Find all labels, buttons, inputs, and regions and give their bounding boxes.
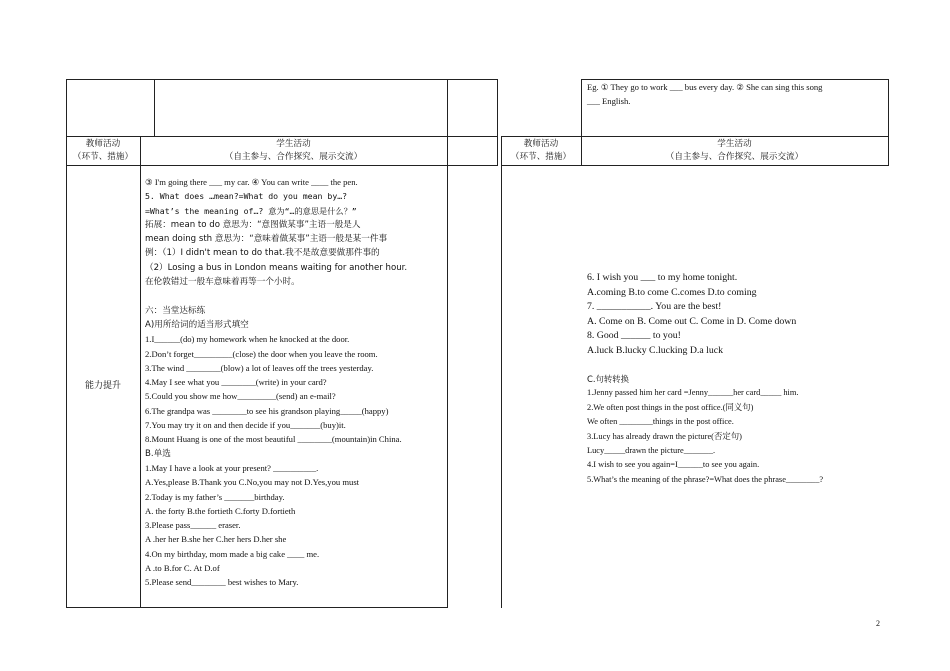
left-line: 六：当堂达标练 [145,305,206,316]
right-choice-questions [587,271,796,359]
left-line: 1.I______(do) my homework when he knocked at the door. [145,334,350,345]
left-line: A.Yes,please B.Thank you C.No,you may not D.Yes,you must [145,477,360,488]
transform-item: We often ________things in the post office. [587,417,734,427]
left-line: 2.Today is my father’s _______birthday. [145,491,285,502]
left-line: 例：（1）I didn't mean to do that.我不是故意要做那件事的 [145,248,380,259]
left-line: 8.Mount Huang is one of the most beautiful ________(mountain)in China. [145,434,402,445]
left-line: ③ I'm going there ___ my car. ④ You can write ____ the pen. [145,177,358,187]
page-number: 2 [876,619,880,628]
transform-title: C.句转转换 [587,374,630,384]
right-sentence-transform [587,372,823,487]
header-top-line-right [501,136,888,137]
transform-item: 3.Lucy has already drawn the picture(否定句) [587,431,742,441]
left-student-header-sub: （自主参与、合作探究、展示交流） [224,152,363,162]
right-student-header-title: 学生活动 [717,139,752,149]
left-teacher-header [66,138,140,164]
right-question-8: 8. Good ______ to you! [587,330,681,342]
label-column-divider [140,136,141,608]
left-line: 6.The grandpa was ________to see his grandson playing_____(happy) [145,405,389,416]
header-bottom-line-left [66,165,497,166]
table-right-border [888,79,889,166]
left-line: 5. What does …mean?=What do you mean by…? [145,191,348,202]
left-line: （2）Losing a bus in London means waiting for another hour. [145,262,408,273]
transform-item: 5.What’s the meaning of the phrase?=What does the phrase________? [587,474,824,484]
header-bottom-line-right [501,165,888,166]
right-student-header-sub: （自主参与、合作探究、展示交流） [665,152,804,162]
left-teacher-header-sub: （环节、措施） [72,152,134,162]
right-question-7: 7. ___________. You are the best! [587,301,722,313]
left-line [145,289,445,303]
left-line: A .to B.for C. At D.of [145,563,220,574]
left-line: 在伦敦错过一般车意味着再等一个小时。 [145,277,300,288]
right-section-left-border [501,136,502,608]
left-line: 5.Please send________ best wishes to Mary. [145,577,299,588]
left-line: 4.On my birthday, mom made a big cake ____ me. [145,548,320,559]
row-label: 能力提升 [84,381,121,391]
top-row-divider [154,79,155,137]
transform-item: 4.I wish to see you again=I______to see you again. [587,460,760,470]
right-teacher-header-title: 教师活动 [523,139,559,149]
left-student-header [140,138,447,164]
header-top-line-left [66,136,497,137]
left-line: B.单选 [145,448,171,459]
left-line: 4.May I see what you ________(write) in your card? [145,377,327,388]
left-line: =What’s the meaning of…? 意为“…的意思是什么？” [145,205,357,216]
left-line: 2.Don’t forget_________(close) the door when you leave the room. [145,348,378,359]
left-student-content [145,175,445,590]
right-student-header [581,138,888,164]
left-student-header-title: 学生活动 [276,139,311,149]
transform-item: Lucy_____drawn the picture_______. [587,446,716,456]
table-top-border-left [66,79,497,80]
example-line-2: ___ English. [587,96,631,106]
table-bottom-border [66,607,448,608]
left-line: 5.Could you show me how_________(send) an e-mail? [145,391,336,402]
left-line: 拓展：mean to do 意思为：“意图做某事”主语一般是人 [145,219,361,230]
left-line: 7.You may try it on and then decide if you_______(buy)it. [145,420,346,431]
right-question-6: 6. I wish you ___ to my home tonight. [587,272,738,283]
left-line: 3.Please pass______ eraser. [145,520,241,531]
transform-item: 1.Jenny passed him her card =Jenny______her card_____ him. [587,388,799,398]
left-line: A)用所给词的适当形式填空 [145,319,249,330]
top-right-example [587,80,822,108]
left-line: mean doing sth 意思为：“意味着做某事”主语一般是某一件事 [145,234,388,245]
right-question-8-options: A.luck B.lucky C.lucking D.a luck [587,344,724,356]
left-section-right-border [447,79,448,608]
right-question-6-options: A.coming B.to come C.comes D.to coming [587,286,757,298]
transform-item: 2.We often post things in the post office.(同义句) [587,402,754,412]
right-teacher-header-sub: （环节、措施） [510,152,572,162]
right-question-7-options: A. Come on B. Come out C. Come in D. Come down [587,315,797,327]
example-line-1: Eg. ① They go to work ___ bus every day. ② She can sing this song [587,82,823,92]
left-teacher-header-title: 教师活动 [85,139,121,149]
left-line: A. the forty B.the fortieth C.forty D.fortieth [145,505,296,516]
left-line: 1.May I have a look at your present? __________. [145,462,319,473]
left-line: 3.The wind ________(blow) a lot of leaves off the trees yesterday. [145,362,374,373]
middle-column-border [497,79,498,166]
right-teacher-header [501,138,581,164]
left-line: A .her her B.she her C.her hers D.her she [145,534,287,545]
